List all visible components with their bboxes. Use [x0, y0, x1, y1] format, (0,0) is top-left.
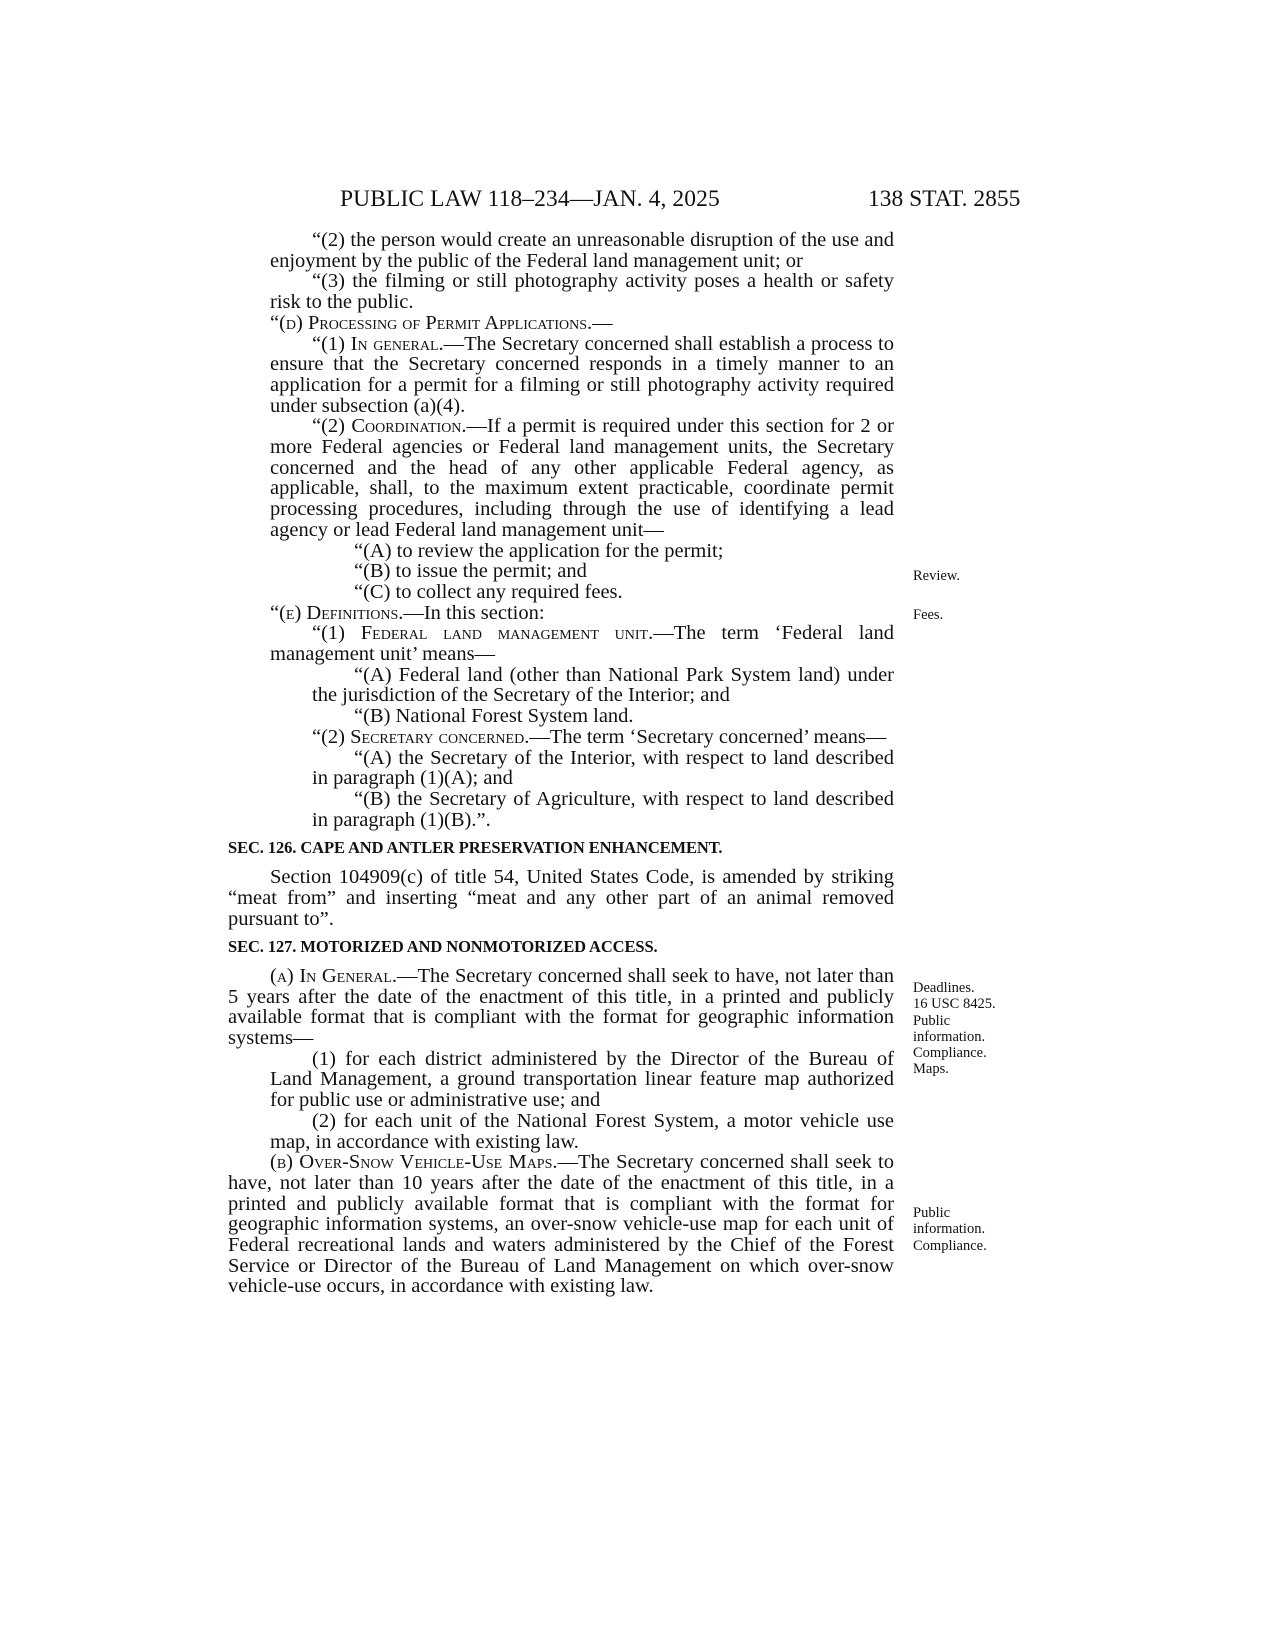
section-127-a1: (1) for each district administered by the Director of the Bureau of Land Management, a ground transportation linear feature map authorized for public use or administrative use; and — [270, 1047, 894, 1112]
paragraph-c3: “(3) the filming or still photography activity poses a health or safety risk to the public. — [270, 270, 894, 314]
paragraph-d2-a: “(A) to review the application for the permit; — [354, 539, 724, 562]
paragraph-e2-b: “(B) the Secretary of Agriculture, with respect to land described in paragraph (1)(B).”. — [312, 787, 894, 831]
section-127-a: (a) In General.—The Secretary concerned shall seek to have, not later than 5 years after the date of the enactment of this title, in a printed and publicly available format that is compliant with the format for geographic information systems— — [228, 964, 894, 1050]
section-127-b: (b) Over-Snow Vehicle-Use Maps.—The Secretary concerned shall seek to have, not later than 10 years after the date of the enactment of this title, in a printed and publicly available format that is compliant with the format for geographic information systems, an over-snow vehicle-use map for each unit of Federal recreational lands and waters administered by the Chief of the Forest Service or Director of the Bureau of Land Management on which over-snow vehicle-use occurs, in accordance with existing law. — [228, 1151, 894, 1298]
paragraph-d2-b: “(B) to issue the permit; and — [354, 560, 587, 583]
statute-text — [228, 230, 894, 1297]
section-126-text: Section 104909(c) of title 54, United States Code, is amended by striking “meat from” and inserting “meat and any other part of an animal removed pursuant to”. — [228, 866, 894, 930]
paragraph-e2: “(2) Secretary concerned.—The term ‘Secretary concerned’ means— — [312, 725, 887, 748]
paragraph-e1-b: “(B) National Forest System land. — [354, 705, 634, 728]
section-127-heading: SEC. 127. MOTORIZED AND NONMOTORIZED ACCESS. — [228, 937, 658, 957]
paragraph-d2-c: “(C) to collect any required fees. — [354, 580, 623, 603]
running-header-title: PUBLIC LAW 118–234—JAN. 4, 2025 — [340, 186, 720, 212]
paragraph-e2-a: “(A) the Secretary of the Interior, with respect to land described in paragraph (1)(A); and — [312, 746, 894, 790]
section-127-a2: (2) for each unit of the National Forest System, a motor vehicle use map, in accordance with existing law. — [270, 1109, 894, 1153]
margin-note-group-1: Deadlines. 16 USC 8425. Public information. Compliance. Maps. — [913, 980, 996, 1078]
paragraph-d2: “(2) Coordination.—If a permit is required under this section for 2 or more Federal agencies or Federal land management units, the Secretary concerned and the head of any other applicable Federal agency, as applicable, shall, to the maximum extent practicable, coordinate permit processing procedures, including through the use of identifying a lead agency or lead Federal land management unit— — [270, 415, 894, 541]
margin-note-fees: Fees. — [913, 607, 944, 623]
section-126-heading: SEC. 126. CAPE AND ANTLER PRESERVATION ENHANCEMENT. — [228, 838, 723, 858]
paragraph-e1: “(1) Federal land management unit.—The term ‘Federal land management unit’ means— — [270, 622, 895, 666]
margin-note-group-2: Public information. Compliance. — [913, 1205, 987, 1254]
paragraph-c2: “(2) the person would create an unreasonable disruption of the use and enjoyment by the public of the Federal land management unit; or — [270, 229, 894, 272]
subsection-e-heading: “(e) Definitions.—In this section: — [270, 601, 545, 624]
subsection-d-heading: “(d) Processing of Permit Applications.— — [270, 311, 613, 334]
running-header-page: 138 STAT. 2855 — [868, 186, 1021, 212]
paragraph-d1: “(1) In general.—The Secretary concerned shall establish a process to ensure that the Secretary concerned responds in a timely manner to an application for a permit for a filming or still photography activity required under subsection (a)(4). — [270, 332, 894, 417]
margin-note-review: Review. — [913, 568, 960, 584]
paragraph-e1-a: “(A) Federal land (other than National Park System land) under the jurisdiction of the Secretary of the Interior; and — [312, 663, 894, 707]
